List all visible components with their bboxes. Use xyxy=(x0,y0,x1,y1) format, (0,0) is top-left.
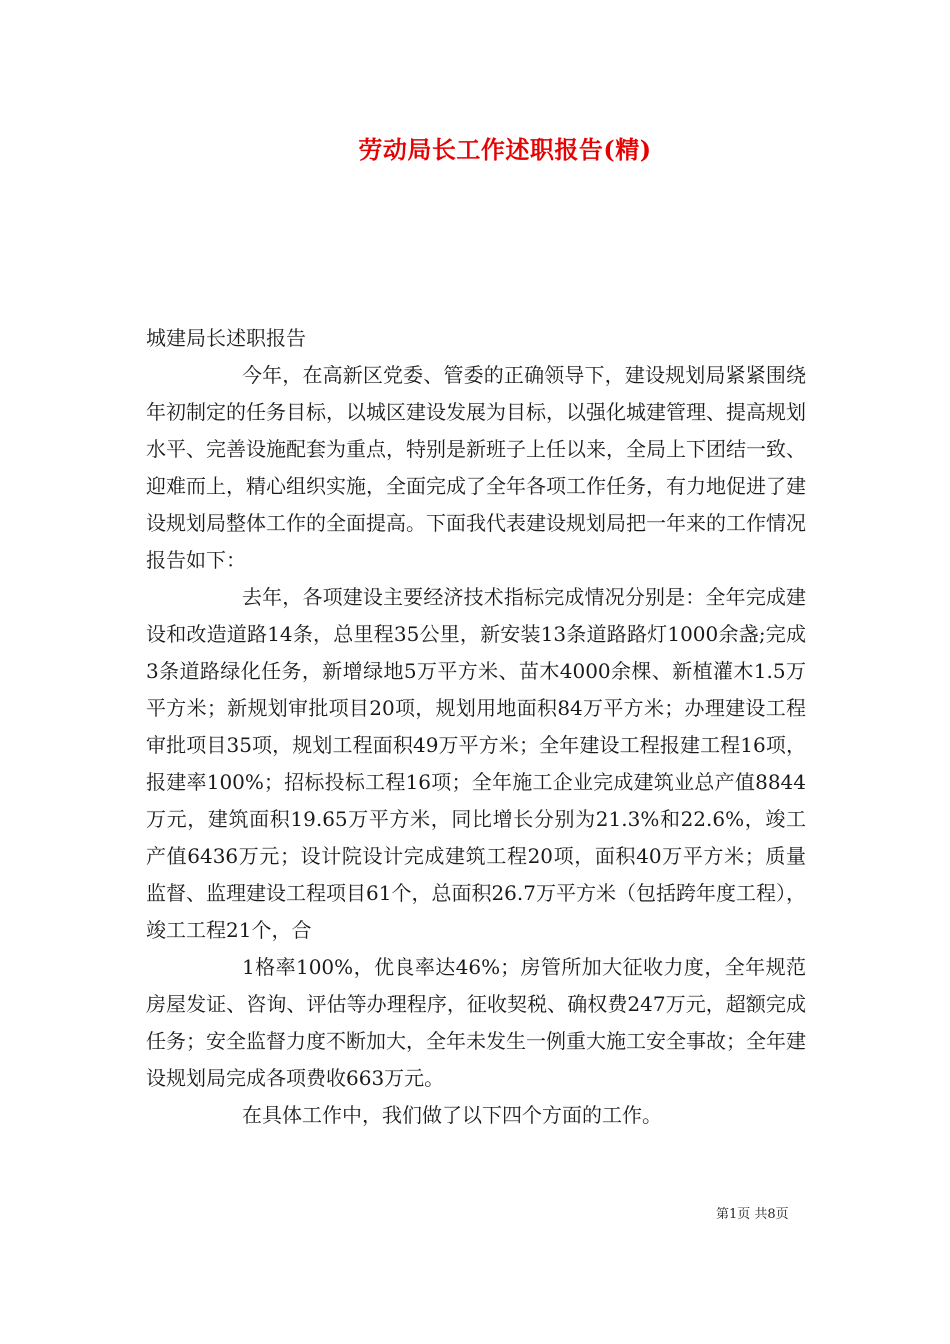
document-subheading: 城建局长述职报告 xyxy=(146,326,306,350)
document-body xyxy=(146,320,806,1134)
document-title: 劳动局长工作述职报告(精) xyxy=(358,135,652,164)
paragraph-transition: 在具体工作中，我们做了以下四个方面的工作。 xyxy=(242,1103,662,1127)
paragraph-indicators: 去年，各项建设主要经济技术指标完成情况分别是：全年完成建设和改造道路14条，总里程35公里，新安装13条道路路灯1000余盏;完成3条道路绿化任务，新增绿地5万平方米、苗木4000余棵、新植灌木1.5万平方米；新规划审批项目20项，规划用地面积84万平方米；办理建设工程审批项目35项，规划工程面积49万平方米；全年建设工程报建工程16项，报建率100%；招标投标工程16项；全年施工企业完成建筑业总产值8844万元，建筑面积19.65万平方米，同比增长分别为21.3%和22.6%，竣工产值6436万元；设计院设计完成建筑工程20项，面积40万平方米；质量监督、监理建设工程项目61个，总面积26.7万平方米（包括跨年度工程），竣工工程21个，合 xyxy=(146,585,806,942)
paragraph-intro: 今年，在高新区党委、管委的正确领导下，建设规划局紧紧围绕年初制定的任务目标，以城区建设发展为目标，以强化城建管理、提高规划水平、完善设施配套为重点，特别是新班子上任以来，全局上下团结一致、迎难而上，精心组织实施，全面完成了全年各项工作任务，有力地促进了建设规划局整体工作的全面提高。下面我代表建设规划局把一年来的工作情况报告如下： xyxy=(146,363,806,572)
page-number-footer: 第1页 共8页 xyxy=(716,1207,789,1222)
paragraph-results: 1格率100%，优良率达46%；房管所加大征收力度，全年规范房屋发证、咨询、评估等办理程序，征收契税、确权费247万元，超额完成任务；安全监督力度不断加大，全年未发生一例重大施工安全事故；全年建设规划局完成各项费收663万元。 xyxy=(146,955,806,1090)
